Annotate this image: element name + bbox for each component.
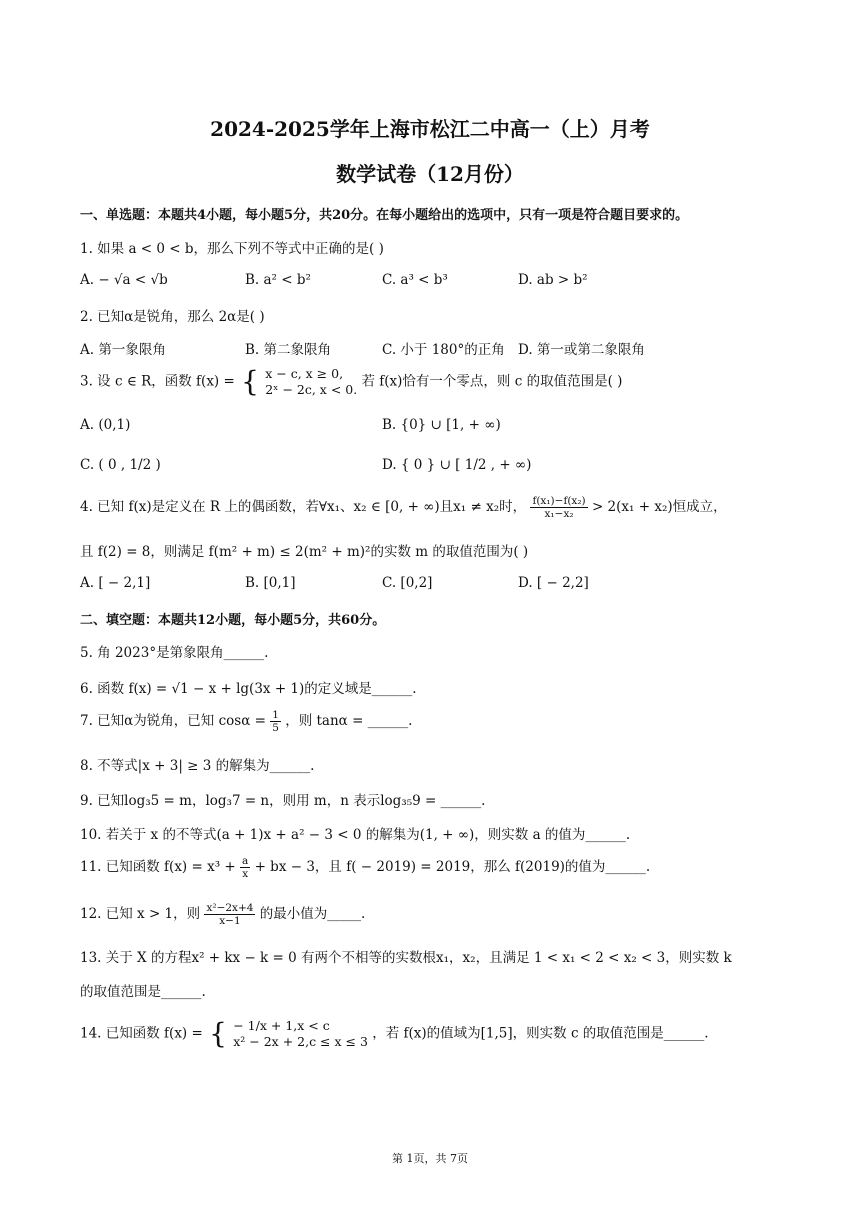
q12-fraction-denominator: x−1: [219, 915, 241, 927]
q2-option-d: D. 第一或第二象限角: [518, 342, 645, 358]
q14-piece-2: x² − 2x + 2,c ≤ x ≤ 3: [233, 1034, 368, 1049]
section-single-choice-header: 一、单选题：本题共4小题，每小题5分，共20分。在每小题给出的选项中，只有一项是符合题目要求的。: [80, 208, 689, 223]
q4-stem-b: > 2(x₁ + x₂)恒成立，: [591, 499, 727, 515]
q1-option-b: B. a² < b²: [245, 272, 311, 288]
q7-part-b: ，则 tanα = ______.: [285, 713, 413, 729]
q12-fraction: [204, 902, 255, 927]
q3-prefix: 3. 设 c ∈ R，函数 f(x) =: [80, 373, 235, 390]
q14-suffix: ，若 f(x)的值域为[1,5]，则实数 c 的取值范围是______.: [372, 1025, 709, 1042]
q3-option-d: D. { 0 } ∪ [ 1/2 , + ∞): [382, 457, 532, 473]
q3-suffix: 若 f(x)恰有一个零点，则 c 的取值范围是( ): [361, 373, 623, 390]
q3-piecewise: [265, 366, 357, 398]
q12-part-b: 的最小值为_____.: [259, 906, 366, 922]
q4-option-b: B. [0,1]: [245, 575, 296, 591]
question-13-line1: 13. 关于 X 的方程x² + kx − k = 0 有两个不相等的实数根x₁，x₂，且满足 1 < x₁ < 2 < x₂ < 3，则实数 k: [80, 950, 732, 966]
q2-option-b: B. 第二象限角: [245, 342, 332, 358]
question-2-stem: 2. 已知α是锐角，那么 2α是( ): [80, 309, 265, 325]
q3-piece-1: x − c, x ≥ 0,: [265, 366, 344, 381]
q14-piece-1: − 1/x + 1,x < c: [233, 1018, 330, 1033]
q4-option-c: C. [0,2]: [382, 575, 433, 591]
q4-fraction: [530, 495, 587, 520]
question-6: 6. 函数 f(x) = √1 − x + lg(3x + 1)的定义域是______.: [80, 681, 417, 697]
q2-option-c: C. 小于 180°的正角: [382, 342, 505, 358]
q4-fraction-numerator: f(x₁)−f(x₂): [532, 495, 586, 507]
q7-fraction: [270, 709, 281, 734]
q4-option-a: A. [ − 2,1]: [80, 575, 151, 591]
brace-glyph: {: [241, 365, 259, 398]
q7-part-a: 7. 已知α为锐角，已知 cosα =: [80, 713, 266, 729]
question-11: [80, 855, 650, 880]
question-1-stem: 1. 如果 a < 0 < b，那么下列不等式中正确的是( ): [80, 241, 384, 257]
q7-fraction-denominator: 5: [272, 722, 279, 734]
q4-fraction-denominator: x₁−x₂: [544, 508, 574, 520]
question-12: [80, 902, 365, 927]
question-5: 5. 角 2023°是第象限角______.: [80, 645, 269, 661]
q4-option-d: D. [ − 2,2]: [518, 575, 589, 591]
q1-option-d: D. ab > b²: [518, 272, 588, 288]
q1-option-a: A. − √a < √b: [80, 272, 168, 288]
brace-glyph: {: [209, 1017, 227, 1050]
exam-title: 2024-2025学年上海市松江二中高一（上）月考: [210, 117, 650, 141]
q4-stem-a: 4. 已知 f(x)是定义在 R 上的偶函数，若∀x₁、x₂ ∈ [0, + ∞)且x₁ ≠ x₂时，: [80, 499, 527, 515]
q11-part-a: 11. 已知函数 f(x) = x³ +: [80, 859, 236, 875]
question-3-stem: [80, 366, 622, 398]
q3-option-c: C. ( 0 , 1/2 ): [80, 457, 161, 473]
section-fill-in-header: 二、填空题：本题共12小题，每小题5分，共60分。: [80, 613, 386, 628]
q11-fraction-numerator: a: [242, 855, 249, 867]
q2-option-a: A. 第一象限角: [80, 342, 166, 358]
q11-fraction: [240, 855, 250, 880]
q11-part-b: + bx − 3，且 f( − 2019) = 2019，那么 f(2019)的值为______.: [254, 859, 651, 875]
q11-fraction-denominator: x: [242, 868, 249, 880]
q3-option-b: B. {0} ∪ [1, + ∞): [382, 417, 501, 433]
page-footer: 第 1页，共 7页: [392, 1152, 468, 1165]
q12-part-a: 12. 已知 x > 1，则: [80, 906, 201, 922]
question-8: 8. 不等式|x + 3| ≥ 3 的解集为______.: [80, 758, 315, 774]
question-4-stem-line2: 且 f(2) = 8，则满足 f(m² + m) ≤ 2(m² + m)²的实数 m 的取值范围为( ): [80, 544, 529, 560]
question-4-stem-line1: [80, 495, 727, 520]
q7-fraction-numerator: 1: [272, 709, 279, 721]
q1-option-c: C. a³ < b³: [382, 272, 448, 288]
q12-fraction-numerator: x²−2x+4: [206, 902, 254, 914]
exam-subtitle: 数学试卷（12月份）: [336, 162, 524, 186]
question-13-line2: 的取值范围是______.: [80, 984, 206, 1000]
question-7: [80, 709, 412, 734]
q14-piecewise: [233, 1018, 368, 1050]
question-14: [80, 1018, 709, 1050]
q3-piece-2: 2ˣ − 2c, x < 0.: [265, 382, 358, 397]
q3-option-a: A. (0,1): [80, 417, 131, 433]
q14-prefix: 14. 已知函数 f(x) =: [80, 1025, 203, 1042]
question-10: 10. 若关于 x 的不等式(a + 1)x + a² − 3 < 0 的解集为(1, + ∞)，则实数 a 的值为______.: [80, 827, 631, 843]
question-9: 9. 已知log₃5 = m，log₃7 = n，则用 m，n 表示log₃₅9 = ______.: [80, 793, 486, 809]
